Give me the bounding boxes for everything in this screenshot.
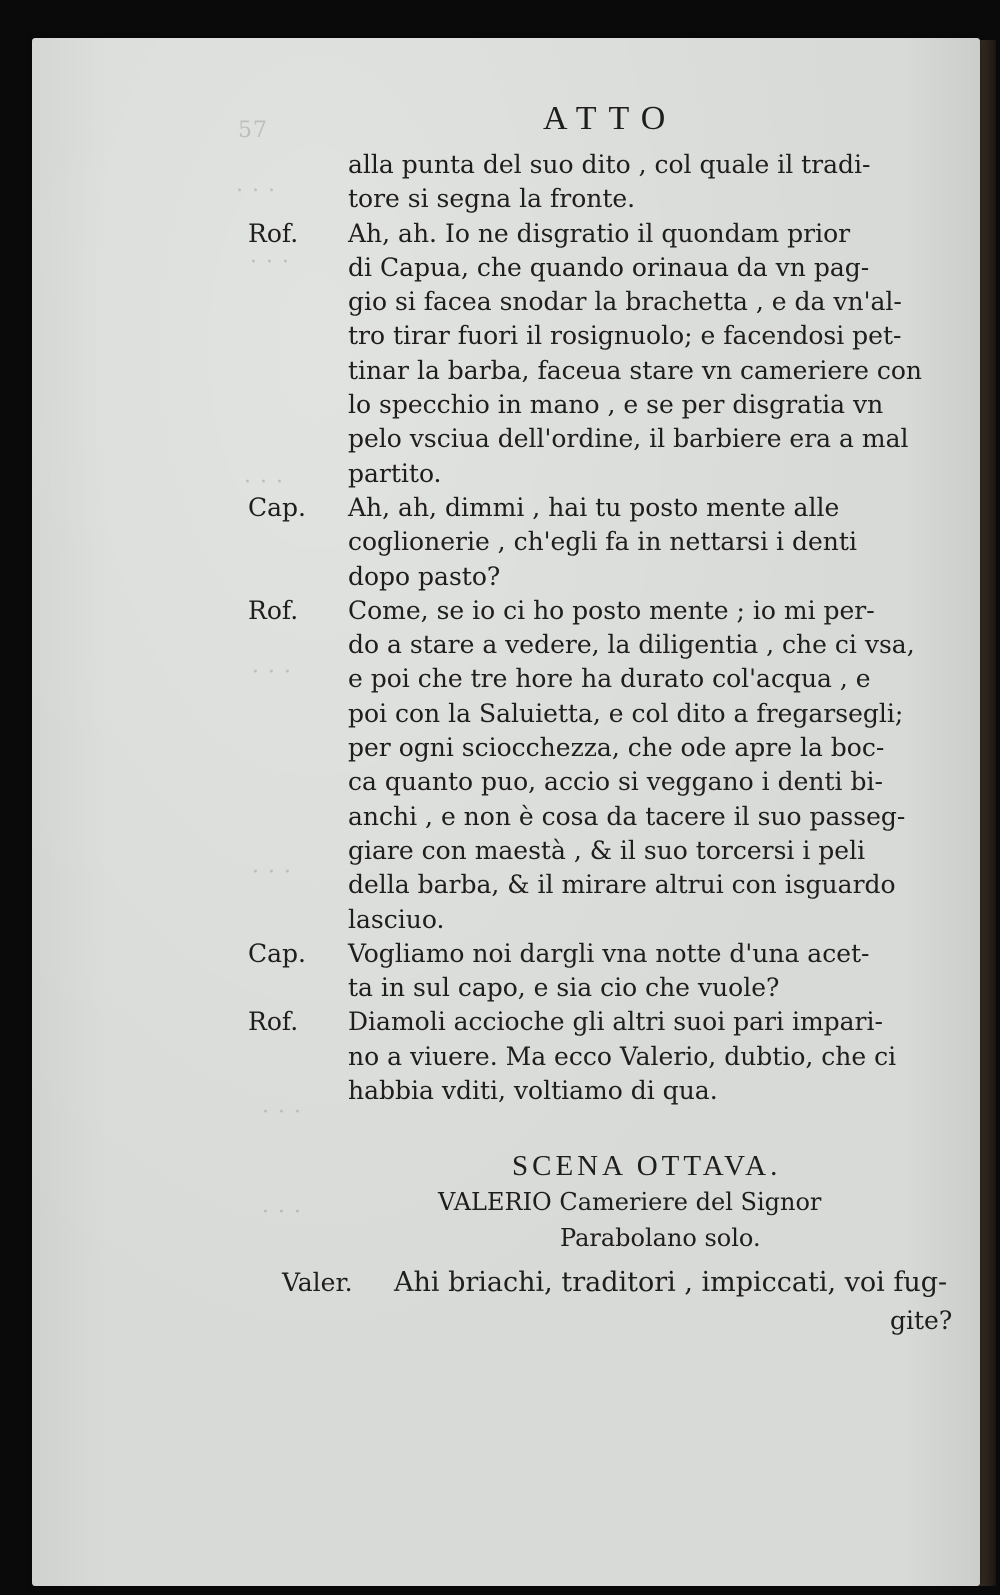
text-line: do a stare a vedere, la diligentia , che ci vsa,	[348, 630, 915, 660]
running-head: ATTO	[543, 100, 678, 137]
text-line: e poi che tre hore ha durato col'acqua , e	[348, 664, 871, 694]
text-line: poi con la Saluietta, e col dito a fregarsegli;	[348, 698, 904, 728]
text-line: tro tirar fuori il rosignuolo; e facendosi pet-	[348, 321, 902, 351]
speech-block	[240, 217, 960, 491]
speech-block	[240, 1005, 960, 1108]
bleed-through-mark: 57	[238, 118, 268, 143]
scene-heading: SCENA OTTAVA.	[512, 1150, 782, 1182]
bleed-through-mark: · · ·	[262, 1200, 302, 1225]
text-line: per ogni sciocchezza, che ode apre la boc-	[348, 733, 885, 763]
text-line: partito.	[348, 458, 442, 488]
text-line: tinar la barba, faceua stare vn cameriere con	[348, 355, 922, 385]
speech-block	[262, 1266, 962, 1300]
text-line: Come, se io ci ho posto mente ; io mi per-	[348, 595, 875, 625]
text-line: lo specchio in mano , e se per disgratia vn	[348, 390, 884, 420]
text-line: dopo pasto?	[348, 561, 501, 591]
text-line: coglionerie , ch'egli fa in nettarsi i denti	[348, 527, 857, 557]
speech-lines	[348, 937, 960, 1006]
text-line: lasciuo.	[348, 904, 445, 934]
speech-lines	[348, 491, 960, 594]
speaker-label: Cap.	[248, 492, 306, 522]
bleed-through-mark: · · ·	[262, 1100, 302, 1125]
speech-block	[240, 148, 960, 217]
text-line: ca quanto puo, accio si veggano i denti bi-	[348, 767, 883, 797]
text-line: alla punta del suo dito , col quale il tradi-	[348, 150, 871, 179]
text-line: giare con maestà , & il suo torcersi i peli	[348, 835, 866, 865]
speech-lines	[348, 148, 960, 217]
bleed-through-mark: · · ·	[252, 660, 292, 685]
bleed-through-mark: · · ·	[244, 470, 284, 495]
speaker-label: Rof.	[248, 1007, 299, 1037]
speech-block	[240, 491, 960, 594]
text-line: ta in sul capo, e sia cio che vuole?	[348, 973, 780, 1003]
speaker-label: Cap.	[248, 938, 306, 968]
text-line: gio si facea snodar la brachetta , e da vn'al-	[348, 287, 902, 317]
speech-row	[262, 1266, 962, 1300]
bleed-through-mark: · · ·	[252, 860, 292, 885]
speech-block	[240, 937, 960, 1006]
text-line: della barba, & il mirare altrui con isguardo	[348, 870, 896, 900]
scene-subheading-line-1: VALERIO Cameriere del Signor	[438, 1188, 822, 1216]
speech-lines	[348, 594, 960, 937]
speaker-label: Valer.	[282, 1268, 353, 1297]
speaker-label: Rof.	[248, 218, 299, 248]
scene-subheading-line-2: Parabolano solo.	[560, 1224, 761, 1252]
speech-lines	[348, 217, 960, 491]
text-line: Ah, ah. Io ne disgratio il quondam prior	[348, 218, 851, 248]
speech-block	[240, 594, 960, 937]
text-line: Diamoli accioche gli altri suoi pari impari-	[348, 1007, 883, 1037]
speaker-label: Rof.	[248, 595, 299, 625]
text-line: di Capua, che quando orinaua da vn pag-	[348, 252, 870, 282]
text-line: habbia vditi, voltiamo di qua.	[348, 1076, 718, 1106]
bleed-through-mark: . . .	[236, 172, 276, 197]
text-line: Ah, ah, dimmi , hai tu posto mente alle	[348, 492, 840, 522]
speech-lines	[348, 1005, 960, 1108]
text-line: no a viuere. Ma ecco Valerio, dubtio, che ci	[348, 1041, 897, 1071]
catchword: gite?	[890, 1306, 953, 1335]
text-line: Vogliamo noi dargli vna notte d'una acet-	[348, 938, 870, 968]
bleed-through-mark: · · ·	[250, 250, 290, 275]
text-line: pelo vsciua dell'ordine, il barbiere era a mal	[348, 424, 909, 454]
dialogue-text	[240, 148, 960, 1108]
text-line: tore si segna la fronte.	[348, 184, 636, 214]
text-line: anchi , e non è cosa da tacere il suo passeg-	[348, 801, 906, 831]
speech-lines	[394, 1266, 962, 1300]
text-line: Ahi briachi, traditori , impiccati, voi fug-	[394, 1267, 948, 1298]
